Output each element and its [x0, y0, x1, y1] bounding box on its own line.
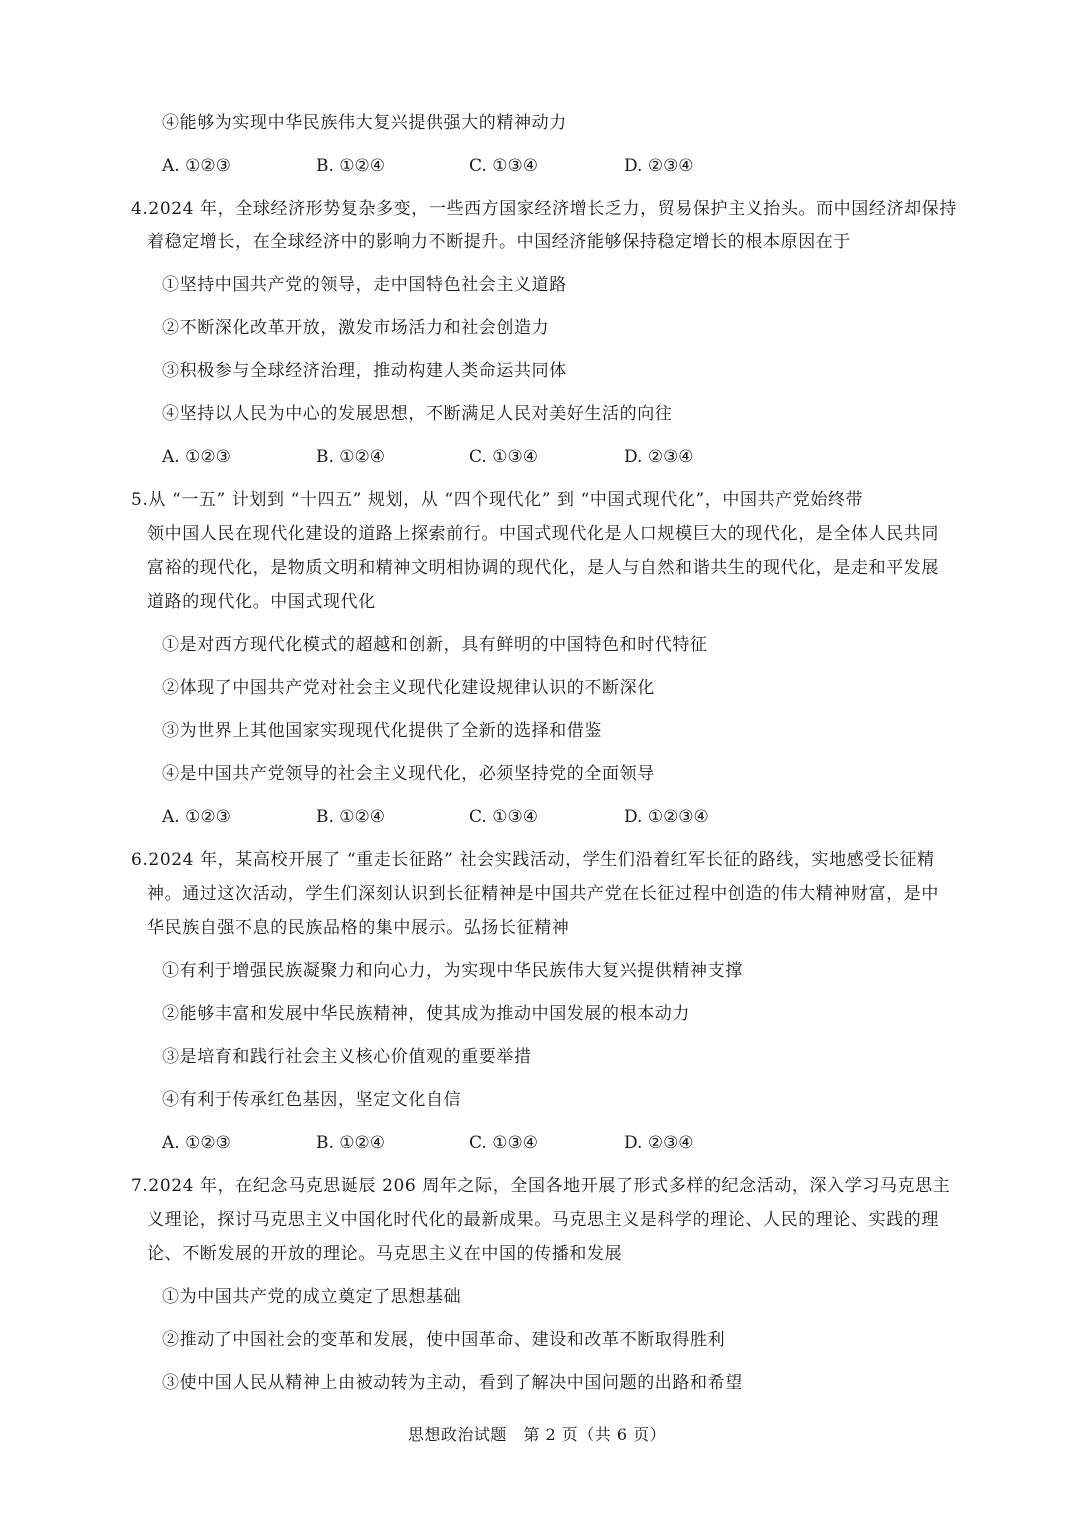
- q7-stem-line-2: 义理论，探讨马克思主义中国化时代化的最新成果。马克思主义是科学的理论、人民的理论、实践的理: [147, 1210, 939, 1230]
- q4-option-a: A. ①②③: [162, 447, 231, 467]
- q6-stem-line-3: 华民族自强不息的民族品格的集中展示。弘扬长征精神: [147, 918, 570, 938]
- q4-item-3: ③积极参与全球经济治理，推动构建人类命运共同体: [162, 361, 567, 381]
- q4-stem-line-2: 着稳定增长，在全球经济中的影响力不断提升。中国经济能够保持稳定增长的根本原因在于: [147, 232, 851, 252]
- q6-item-1: ①有利于增强民族凝聚力和向心力，为实现中华民族伟大复兴提供精神支撑: [162, 961, 743, 981]
- q6-option-d: D. ②③④: [624, 1133, 694, 1153]
- q6-item-2: ②能够丰富和发展中华民族精神，使其成为推动中国发展的根本动力: [162, 1004, 690, 1024]
- q3-option-a: A. ①②③: [162, 156, 231, 176]
- q5-stem-line-1: 5.从 “一五” 计划到 “十四五” 规划，从 “四个现代化” 到 “中国式现代化”，中国共产党始终带: [131, 490, 864, 510]
- q6-stem-line-2: 神。通过这次活动，学生们深刻认识到长征精神是中国共产党在长征过程中创造的伟大精神财富，是中: [147, 884, 939, 904]
- q7-stem-line-1: 7.2024 年，在纪念马克思诞辰 206 周年之际，全国各地开展了形式多样的纪念活动，深入学习马克思主: [131, 1176, 951, 1196]
- q5-item-3: ③为世界上其他国家实现现代化提供了全新的选择和借鉴: [162, 721, 602, 741]
- q4-option-b: B. ①②④: [316, 447, 386, 467]
- q5-stem-line-3: 富裕的现代化，是物质文明和精神文明相协调的现代化，是人与自然和谐共生的现代化，是走和平发展: [147, 558, 939, 578]
- q3-option-c: C. ①③④: [469, 156, 538, 176]
- q7-item-2: ②推动了中国社会的变革和发展，使中国革命、建设和改革不断取得胜利: [162, 1330, 726, 1350]
- q5-option-d: D. ①②③④: [624, 807, 709, 827]
- q6-item-4: ④有利于传承红色基因，坚定文化自信: [162, 1090, 462, 1110]
- q3-option-b: B. ①②④: [316, 156, 386, 176]
- q5-stem-line-2: 领中国人民在现代化建设的道路上探索前行。中国式现代化是人口规模巨大的现代化，是全体人民共同: [147, 524, 939, 544]
- q5-item-2: ②体现了中国共产党对社会主义现代化建设规律认识的不断深化: [162, 678, 655, 698]
- q3-option-d: D. ②③④: [624, 156, 694, 176]
- q4-option-d: D. ②③④: [624, 447, 694, 467]
- q4-item-1: ①坚持中国共产党的领导，走中国特色社会主义道路: [162, 275, 567, 295]
- q7-stem-line-3: 论、不断发展的开放的理论。马克思主义在中国的传播和发展: [147, 1244, 623, 1264]
- q3-item-4: ④能够为实现中华民族伟大复兴提供强大的精神动力: [162, 113, 567, 133]
- q4-item-4: ④坚持以人民为中心的发展思想，不断满足人民对美好生活的向往: [162, 404, 673, 424]
- q7-item-3: ③使中国人民从精神上由被动转为主动，看到了解决中国问题的出路和希望: [162, 1373, 743, 1393]
- q5-option-a: A. ①②③: [162, 807, 231, 827]
- q4-stem-line-1: 4.2024 年，全球经济形势复杂多变，一些西方国家经济增长乏力，贸易保护主义抬头。而中国经济却保持: [131, 199, 957, 219]
- q5-stem-line-4: 道路的现代化。中国式现代化: [147, 592, 376, 612]
- q5-item-4: ④是中国共产党领导的社会主义现代化，必须坚持党的全面领导: [162, 764, 655, 784]
- q5-option-c: C. ①③④: [469, 807, 538, 827]
- q6-item-3: ③是培育和践行社会主义核心价值观的重要举措: [162, 1047, 532, 1067]
- page-footer: 思想政治试题 第 2 页（共 6 页）: [407, 1425, 667, 1444]
- q6-option-a: A. ①②③: [162, 1133, 231, 1153]
- q4-option-c: C. ①③④: [469, 447, 538, 467]
- q6-option-c: C. ①③④: [469, 1133, 538, 1153]
- q5-item-1: ①是对西方现代化模式的超越和创新，具有鲜明的中国特色和时代特征: [162, 635, 708, 655]
- q5-option-b: B. ①②④: [316, 807, 386, 827]
- q6-option-b: B. ①②④: [316, 1133, 386, 1153]
- q6-stem-line-1: 6.2024 年，某高校开展了 “重走长征路” 社会实践活动，学生们沿着红军长征的路线，实地感受长征精: [131, 850, 935, 870]
- q4-item-2: ②不断深化改革开放，激发市场活力和社会创造力: [162, 318, 550, 338]
- q7-item-1: ①为中国共产党的成立奠定了思想基础: [162, 1287, 462, 1307]
